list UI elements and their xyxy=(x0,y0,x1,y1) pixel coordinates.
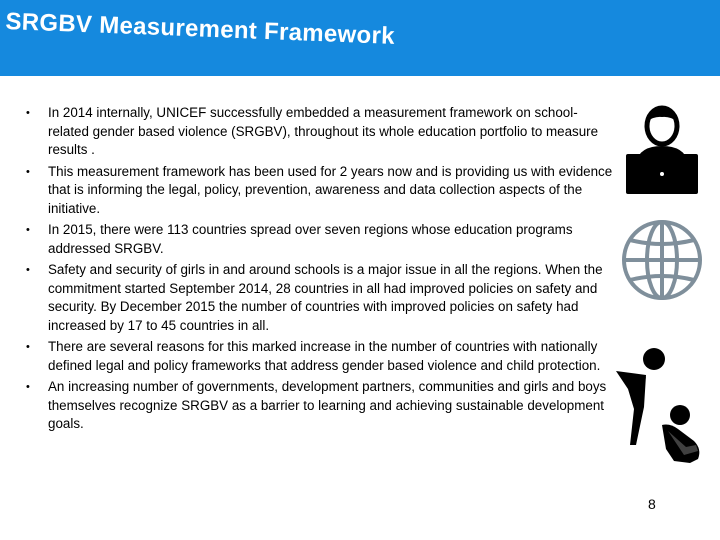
person-at-laptop-icon xyxy=(622,100,702,196)
globe-icon xyxy=(620,218,704,302)
bullet-marker: • xyxy=(26,381,30,393)
bullet-item xyxy=(26,261,618,335)
bullet-text: This measurement framework has been used for 2 years now and is providing us with evidence that is informing the legal, policy, prevention, awareness and data collection aspects of the initiative. xyxy=(48,163,613,216)
bullet-list xyxy=(26,104,618,437)
header-band xyxy=(0,0,720,76)
bullet-item xyxy=(26,104,618,160)
bullet-marker: • xyxy=(26,224,30,236)
distressed-child-icon xyxy=(610,345,708,465)
bullet-text: In 2014 internally, UNICEF successfully embedded a measurement framework on school-related gender based violence (SRGBV), throughout its whole education portfolio to measure results . xyxy=(48,105,599,157)
bullet-item xyxy=(26,338,618,375)
bullet-item xyxy=(26,163,618,219)
bullet-marker: • xyxy=(26,165,30,178)
bullet-marker: • xyxy=(26,264,30,276)
slide-title: SRGBV Measurement Framework xyxy=(4,8,396,50)
page-number: 8 xyxy=(648,496,656,512)
bullet-item xyxy=(26,221,618,258)
bullet-marker: • xyxy=(26,341,30,353)
bullet-item xyxy=(26,378,618,434)
bullet-text: There are several reasons for this marked increase in the number of countries with nationally defined legal and policy frameworks that address gender based violence and child protection. xyxy=(48,339,601,373)
bullet-text: An increasing number of governments, development partners, communities and girls and boys themselves recognize SRGBV as a barrier to learning and achieving sustainable development goals. xyxy=(48,379,607,431)
bullet-marker: • xyxy=(26,107,30,119)
bullet-text: In 2015, there were 113 countries spread over seven regions whose education programs addressed SRGBV. xyxy=(48,222,573,256)
bullet-text: Safety and security of girls in and around schools is a major issue in all the regions. When the commitment started September 2014, 28 countries in all had improved policies on safety and security. By December 2015 the number of countries with improved policies on safety had increased by 17 to 45 countries in all. xyxy=(48,262,603,333)
